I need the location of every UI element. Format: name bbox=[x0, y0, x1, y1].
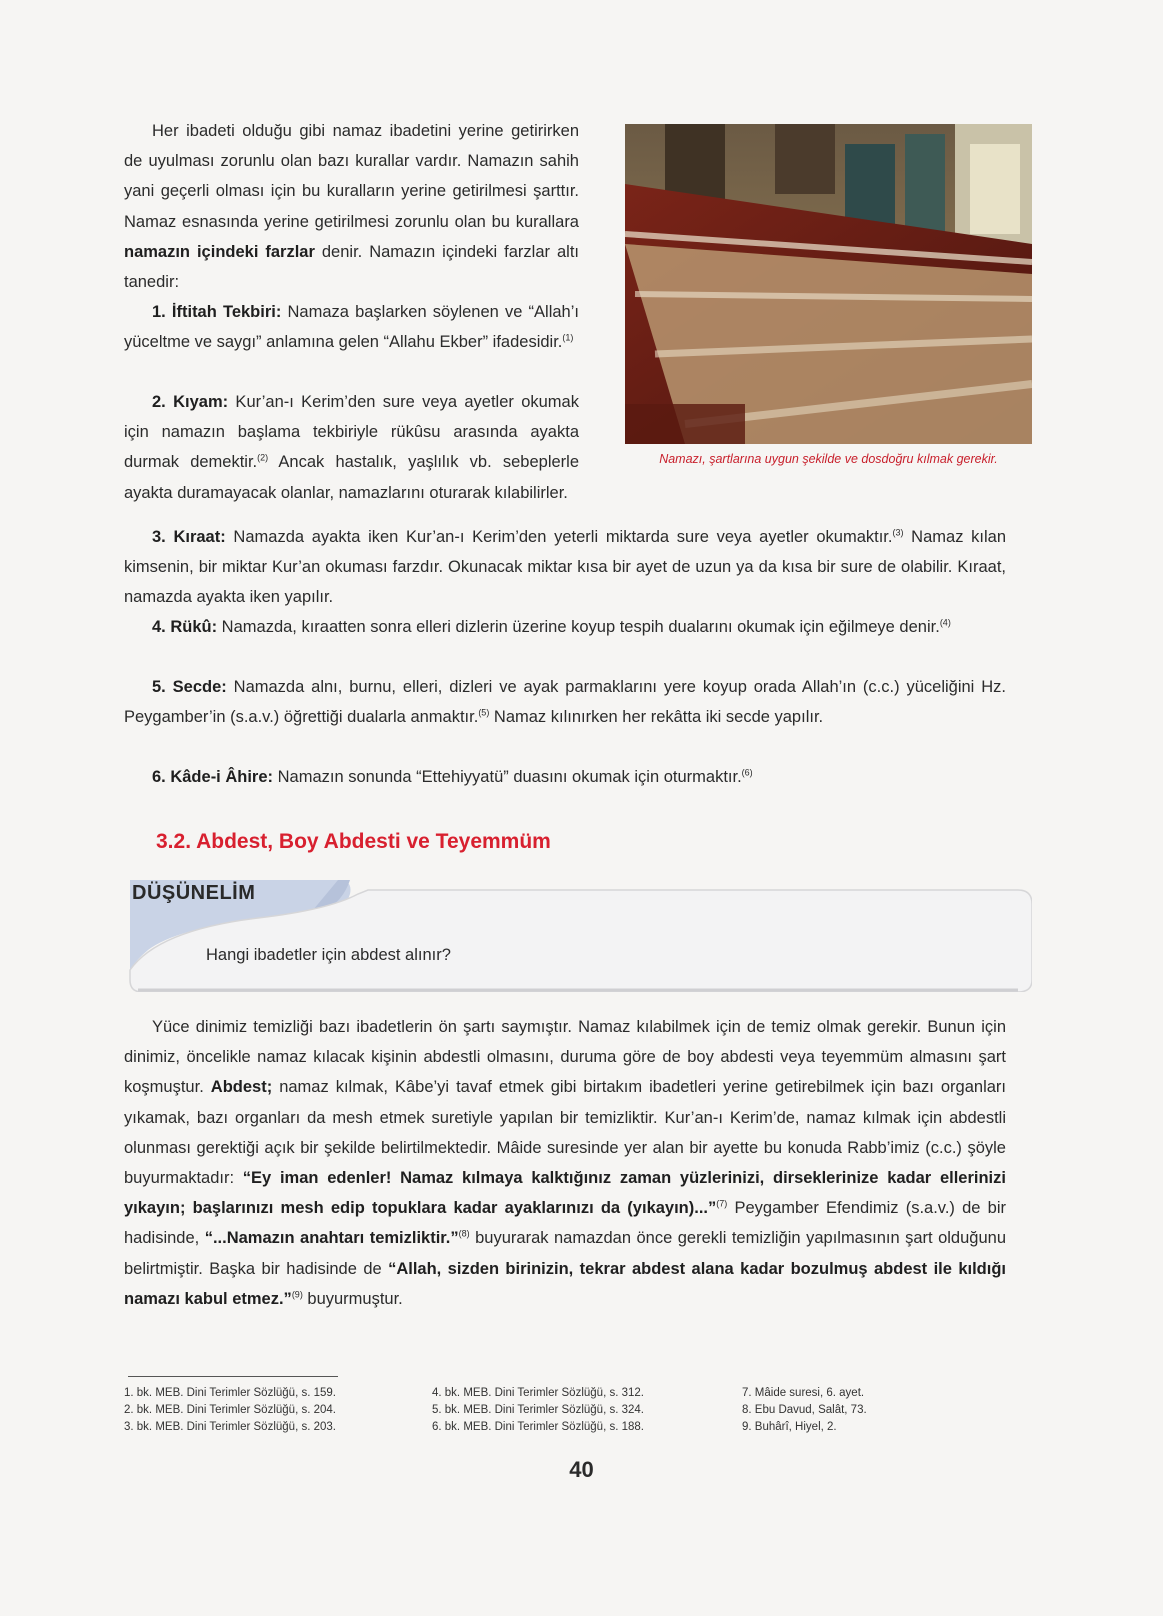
footnote-8: 8. Ebu Davud, Salât, 73. bbox=[742, 1404, 867, 1416]
mosque-prayer-photo bbox=[625, 124, 1032, 444]
farz-text: Kur’an-ı Kerim’den sure veya ayetler okumak için namazın başlama tekbiriyle rükûsu arasında ayakta durmak demektir. bbox=[124, 393, 579, 472]
farz-item-3 bbox=[124, 522, 1006, 613]
footnote-divider bbox=[128, 1376, 338, 1377]
farz-text: Namazın sonunda “Ettehiyyatü” duasını okumak için oturmaktır. bbox=[273, 768, 742, 786]
footnote-ref: (3) bbox=[892, 527, 904, 538]
farz-text: Namazda alnı, burnu, elleri, dizleri ve ayak parmaklarını yere koyup orada Allah’ın (c.c.) yüceliğini Hz. Peygamber’in (s.a.v.) öğrettiği dualarla anmaktır. bbox=[124, 678, 1006, 727]
footnote-ref: (1) bbox=[562, 332, 574, 343]
intro-text-end: denir. Namazın içindeki farzlar altı tanedir: bbox=[124, 242, 579, 292]
footnote-ref: (2) bbox=[257, 452, 269, 463]
footnote-1: 1. bk. MEB. Dini Terimler Sözlüğü, s. 159. bbox=[124, 1387, 336, 1399]
body-text: Yüce dinimiz temizliği bazı ibadetlerin ön şartı saymıştır. Namaz kılabilmek için de temiz olmak gerekir. Bunun için dinimiz, öncelikle namaz kılacak kişinin abdestli olmasını, duruma göre de boy abdesti veya teyemmüm almasını şart koşmuştur. bbox=[124, 1018, 1006, 1097]
footnote-5: 5. bk. MEB. Dini Terimler Sözlüğü, s. 324. bbox=[432, 1404, 644, 1416]
footnote-4: 4. bk. MEB. Dini Terimler Sözlüğü, s. 312. bbox=[432, 1387, 644, 1399]
farz-term: 4. Rükû: bbox=[152, 618, 218, 636]
farz-term: 6. Kâde-i Âhire: bbox=[152, 768, 274, 786]
photo-caption: Namazı, şartlarına uygun şekilde ve dosdoğru kılmak gerekir. bbox=[659, 452, 998, 466]
farz-term: 1. İftitah Tekbiri: bbox=[152, 303, 282, 321]
footnote-ref: (7) bbox=[716, 1198, 728, 1209]
farz-item-1 bbox=[124, 297, 579, 357]
footnote-ref: (6) bbox=[741, 767, 753, 778]
farz-term: 5. Secde: bbox=[152, 678, 227, 696]
abdest-paragraph bbox=[124, 1012, 1006, 1314]
footnote-ref: (8) bbox=[458, 1228, 470, 1239]
farz-text-cont: Namaz kılınırken her rekâtta iki secde yapılır. bbox=[489, 708, 824, 727]
hadis-quote: “Allah, sizden birinizin, tekrar abdest alana kadar bozulmuş abdest ile kıldığı namazı kabul etmez.” bbox=[124, 1259, 1007, 1308]
farz-text-cont: Ancak hastalık, yaşlılık vb. sebeplerle ayakta duramayacak olanlar, namazlarını oturarak kılabilirler. bbox=[124, 453, 579, 502]
farz-text: Namaza başlarken söylenen ve “Allah’ı yüceltme ve saygı” anlamına gelen “Allahu Ekber” ifadesidir. bbox=[124, 303, 579, 352]
footnotes-col-1 bbox=[124, 1385, 336, 1436]
footnote-2: 2. bk. MEB. Dini Terimler Sözlüğü, s. 204. bbox=[124, 1404, 336, 1416]
body-text: buyurarak namazdan önce gerekli temizliğin yapılmasının şart olduğunu belirtmiştir. Başka bir hadisinde de bbox=[124, 1229, 1006, 1278]
ayet-quote: “Ey iman edenler! Namaz kılmaya kalktığınız zaman yüzlerinizi, dirseklerinize kadar ellerinizi yıkayın; başlarınızı mesh edip topuklara kadar ayaklarınızı da (yıkayın)...” bbox=[124, 1169, 1006, 1218]
farz-term: 3. Kıraat: bbox=[152, 528, 226, 546]
footnote-7: 7. Mâide suresi, 6. ayet. bbox=[742, 1387, 865, 1399]
footnote-9: 9. Buhârî, Hiyel, 2. bbox=[742, 1421, 837, 1433]
footnote-ref: (5) bbox=[478, 707, 490, 718]
hadis-quote: “...Namazın anahtarı temizliktir.” bbox=[204, 1229, 459, 1248]
farz-text-cont: Namaz kılan kimsenin, bir miktar Kur’an okuması farzdır. Okunacak miktar kısa bir ayet de uzun ya da kısa bir sure de olabilir. Kıraat, namazda ayakta iken yapılır. bbox=[124, 528, 1007, 607]
farz-item-4 bbox=[124, 612, 1006, 642]
think-box-background bbox=[128, 880, 1032, 992]
farz-text: Namazda, kıraatten sonra elleri dizlerin üzerine koyup tespih dualarını okumak için eğilmeye denir. bbox=[217, 618, 940, 636]
footnote-3: 3. bk. MEB. Dini Terimler Sözlüğü, s. 203. bbox=[124, 1421, 336, 1433]
farz-text: Namazda ayakta iken Kur’an-ı Kerim’den yeterli miktarda sure veya ayetler okumaktır. bbox=[225, 528, 893, 546]
footnote-ref: (9) bbox=[291, 1289, 303, 1300]
congregation-prayer-image bbox=[625, 124, 1032, 444]
section-title: 3.2. Abdest, Boy Abdesti ve Teyemmüm bbox=[156, 830, 551, 853]
footnotes-col-3 bbox=[742, 1385, 867, 1436]
body-text: namaz kılmak, Kâbe’yi tavaf etmek gibi birtakım ibadetleri yerine getirebilmek için bazı organları yıkamak, bazı organları da mesh etmek suretiyle yapılan bir temizliktir. Kur’an-ı Kerim’de, namaz kılmak için abdestli olunması gerektiği açık bir şekilde belirtilmektedir. Mâide suresinde yer alan bir ayette bu konuda Rabb’imiz (c.c.) şöyle buyurmaktadır: bbox=[124, 1078, 1006, 1188]
page-number: 40 bbox=[569, 1457, 594, 1482]
farz-item-2 bbox=[124, 387, 579, 508]
think-question: Hangi ibadetler için abdest alınır? bbox=[206, 946, 451, 964]
footnotes-col-2 bbox=[432, 1385, 644, 1436]
farz-term: 2. Kıyam: bbox=[152, 393, 229, 411]
intro-bold-term: namazın içindeki farzlar bbox=[124, 242, 315, 261]
footnote-ref: (4) bbox=[939, 617, 951, 628]
body-text: buyurmuştur. bbox=[302, 1289, 403, 1308]
footnote-6: 6. bk. MEB. Dini Terimler Sözlüğü, s. 188. bbox=[432, 1421, 644, 1433]
intro-paragraph bbox=[124, 116, 579, 297]
abdest-term: Abdest; bbox=[210, 1078, 273, 1097]
farz-item-5 bbox=[124, 672, 1006, 732]
think-box-title: DÜŞÜNELİM bbox=[132, 882, 256, 904]
farz-item-6 bbox=[124, 762, 1006, 792]
body-text: Peygamber Efendimiz (s.a.v.) de bir hadisinde, bbox=[124, 1199, 1006, 1248]
intro-text: Her ibadeti olduğu gibi namaz ibadetini yerine getirirken de uyulması zorunlu olan bazı kurallar vardır. Namazın sahih yani geçerli olması için bu kuralların yerine getirilmesi şarttır. Namaz esnasında yerine getirilmesi zorunlu olan bu kurallara bbox=[124, 122, 579, 231]
